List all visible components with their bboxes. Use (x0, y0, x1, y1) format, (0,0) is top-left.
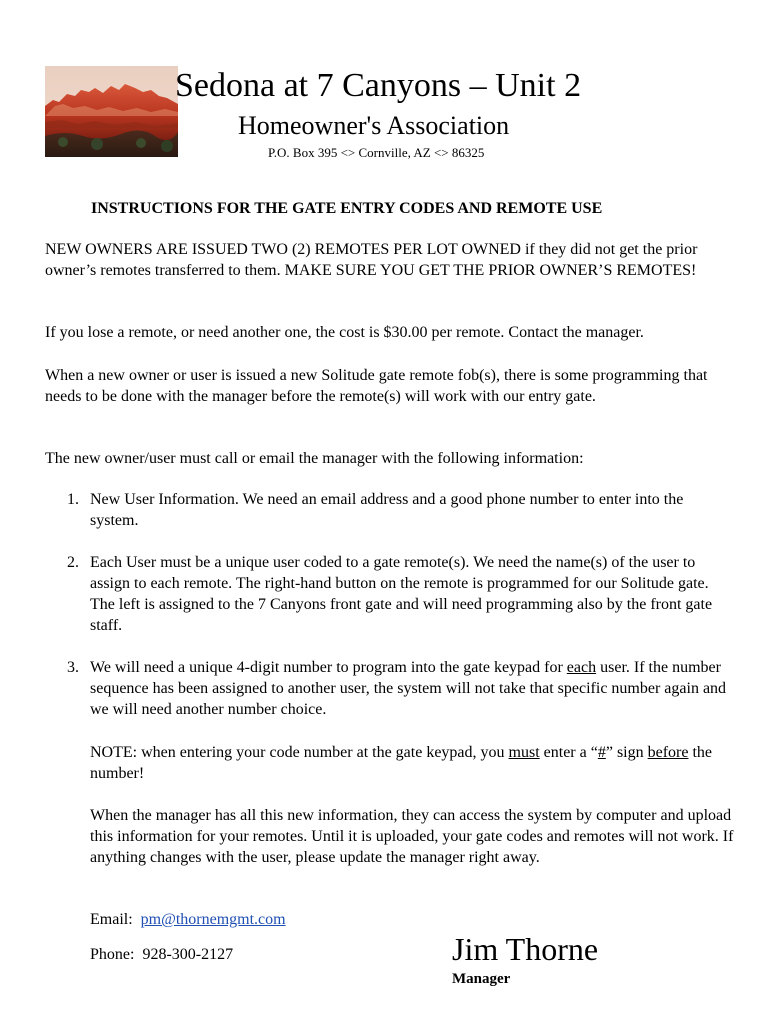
note-text: NOTE: when entering your code number at the gate keypad, you (90, 744, 509, 761)
phone-label: Phone: (90, 946, 135, 963)
manager-signature: Jim Thorne (452, 931, 599, 967)
note-paragraph (90, 742, 735, 784)
call-email-paragraph: The new owner/user must call or email the manager with the following information: (45, 450, 584, 467)
list-item-number: 1. (67, 491, 79, 508)
note-text: enter a “ (539, 744, 598, 761)
email-line (90, 909, 735, 930)
emphasis-each: each (566, 659, 597, 676)
association-title: Sedona at 7 Canyons – Unit 2 (175, 67, 582, 104)
list-item-text-part: user. If the number sequence has been assigned to another user, the system will not take that specific number again and we will need another number choice. (90, 659, 727, 718)
sedona-red-rock-photo (45, 66, 178, 157)
manager-title: Manager (452, 971, 511, 987)
note-text: ” sign (605, 744, 648, 761)
list-item-text: New User Information. We need an email address and a good phone number to enter into the system. (90, 491, 684, 529)
emphasis-must: must (508, 744, 540, 761)
list-item-number: 3. (67, 659, 79, 676)
postal-address: P.O. Box 395 <> Cornville, AZ <> 86325 (268, 145, 485, 160)
list-item-text: Each User must be a unique user coded to a gate remote(s). We need the name(s) of the user to assign to each remote. The right-hand button on the remote is programmed for our Solitude gate. The left is assigned to the 7 Canyons front gate and will need programming also by the front gate staff. (90, 554, 713, 634)
lost-remote-paragraph: If you lose a remote, or need another one, the cost is $30.00 per remote. Contact the manager. (45, 324, 644, 341)
phone-number: 928-300-2127 (142, 946, 234, 963)
association-subtitle: Homeowner's Association (238, 111, 510, 140)
list-item-text (90, 657, 730, 720)
programming-paragraph: When a new owner or user is issued a new Solitude gate remote fob(s), there is some programming that needs to be done with the manager before the remote(s) will work with our entry gate. (45, 367, 708, 405)
email-label: Email: (90, 911, 133, 928)
emphasis-before: before (647, 744, 689, 761)
new-owners-paragraph: NEW OWNERS ARE ISSUED TWO (2) REMOTES PER LOT OWNED if they did not get the prior owner’s remotes transferred to them. MAKE SURE YOU GET THE PRIOR OWNER’S REMOTES! (45, 241, 698, 279)
list-item-number: 2. (67, 554, 79, 571)
email-link[interactable]: pm@thornemgmt.com (140, 911, 286, 928)
emphasis-hash: # (597, 744, 606, 761)
instructions-heading: INSTRUCTIONS FOR THE GATE ENTRY CODES AND REMOTE USE (91, 200, 603, 217)
list-item-text-part: We will need a unique 4-digit number to program into the gate keypad for (90, 659, 567, 676)
upload-paragraph: When the manager has all this new information, they can access the system by computer and upload this information for your remotes. Until it is uploaded, your gate codes and remotes will not work. If anything changes with the user, please update the manager right away. (90, 807, 734, 866)
phone-line (90, 944, 735, 965)
note-text: the number! (90, 744, 713, 782)
